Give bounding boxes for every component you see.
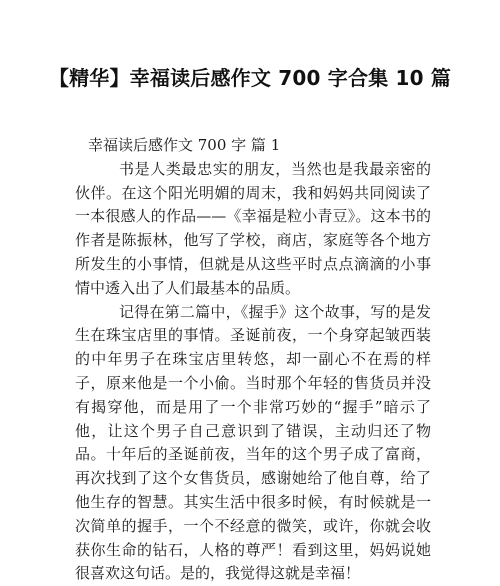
article-body	[75, 134, 431, 586]
paragraph-2: 记得在第二篇中，《握手》这个故事，写的是发生在珠宝店里的事情。圣诞前夜，一个身穿起皱西装的中年男子在珠宝店里转悠，却一副心不在焉的样子，原来他是一个小偷。当时那个年轻的售货员并没有揭穿他，而是用了一个非常巧妙的“握手”暗示了他，让这个男子自己意识到了错误，主动归还了物品。十年后的圣诞前夜，当年的这个男子成了富商，再次找到了这个女售货员，感谢她给了他自尊，给了他生存的智慧。其实生活中很多时候，有时候就是一次简单的握手，一个不经意的微笑，或许，你就会收获你生命的钻石，人格的尊严！看到这里，妈妈说她很喜欢这句话。是的，我觉得这就是幸福！	[75, 302, 431, 583]
paragraph-1: 书是人类最忠实的朋友，当然也是我最亲密的伙伴。在这个阳光明媚的周末，我和妈妈共同阅读了一本很感人的作品——《幸福是粒小青豆》。这本书的作者是陈振林，他写了学校，商店，家庭等各个地方所发生的小事情，但就是从这些平时点点滴滴的小事情中透入出了人们最基本的品质。	[75, 159, 431, 297]
document-title: 【精华】幸福读后感作文 700 字合集 10 篇	[48, 66, 452, 90]
article-subtitle: 幸福读后感作文 700 字 篇 1	[88, 136, 281, 154]
